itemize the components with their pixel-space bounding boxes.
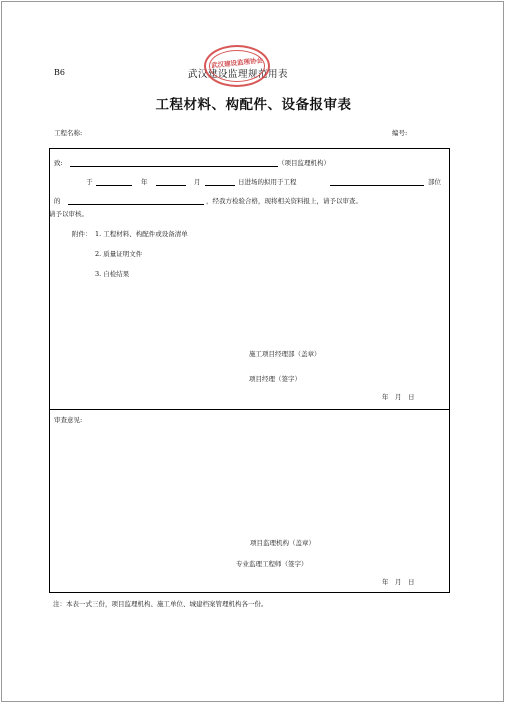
request-line: 请予以审核。 [49, 210, 88, 218]
date-prefix: 于 [86, 178, 93, 186]
number-label: 编号: [392, 129, 408, 137]
day-field[interactable] [205, 185, 235, 186]
submit-date: 年 月 日 [382, 393, 415, 401]
attachment-item: 3. 自检结果 [95, 270, 130, 278]
inspection-text: ，经我方检验合格，现将相关资料报上，请予以审查。 [206, 197, 362, 205]
association-stamp [204, 45, 270, 87]
addressee-field[interactable] [70, 166, 278, 167]
project-name-label: 工程名称: [54, 129, 83, 137]
stamp-text: 武汉建设监理协会 [210, 56, 264, 70]
supervision-org-note: （项目监理机构） [278, 159, 330, 167]
attachment-item: 2. 质量证明文件 [95, 250, 143, 258]
organization-title: 武汉建设监理规范用表 [188, 69, 289, 80]
supervision-org-seal: 项目监理机构（盖章） [250, 539, 315, 547]
year-field[interactable] [96, 185, 132, 186]
review-opinion-label: 审查意见: [54, 416, 83, 424]
of-label: 的 [54, 197, 61, 205]
attachment-item: 1. 工程材料、构配件或设备清单 [95, 230, 188, 238]
section-divider [49, 409, 450, 410]
project-field[interactable] [330, 185, 424, 186]
engineer-sign: 专业监理工程师（签字） [236, 560, 308, 568]
contractor-dept-seal: 施工项目经理部（盖章） [249, 350, 321, 358]
month-label: 月 [194, 178, 201, 186]
material-field[interactable] [68, 204, 204, 205]
footer-note: 注：本表一式三份，项目监理机构、施工单位、城建档案管理机构各一份。 [53, 600, 268, 608]
to-label: 致: [54, 159, 63, 167]
project-manager-sign: 项目经理（签字） [249, 375, 301, 383]
month-field[interactable] [156, 185, 186, 186]
position-label: 部位 [428, 178, 441, 186]
main-form-box [49, 148, 450, 593]
form-code: B6 [54, 68, 65, 77]
form-title: 工程材料、构配件、设备报审表 [155, 97, 352, 113]
date-suffix: 日进场的拟用于工程 [238, 178, 297, 186]
review-date: 年 月 日 [382, 578, 415, 586]
year-label: 年 [141, 178, 148, 186]
attachment-label: 附件： [72, 230, 92, 238]
